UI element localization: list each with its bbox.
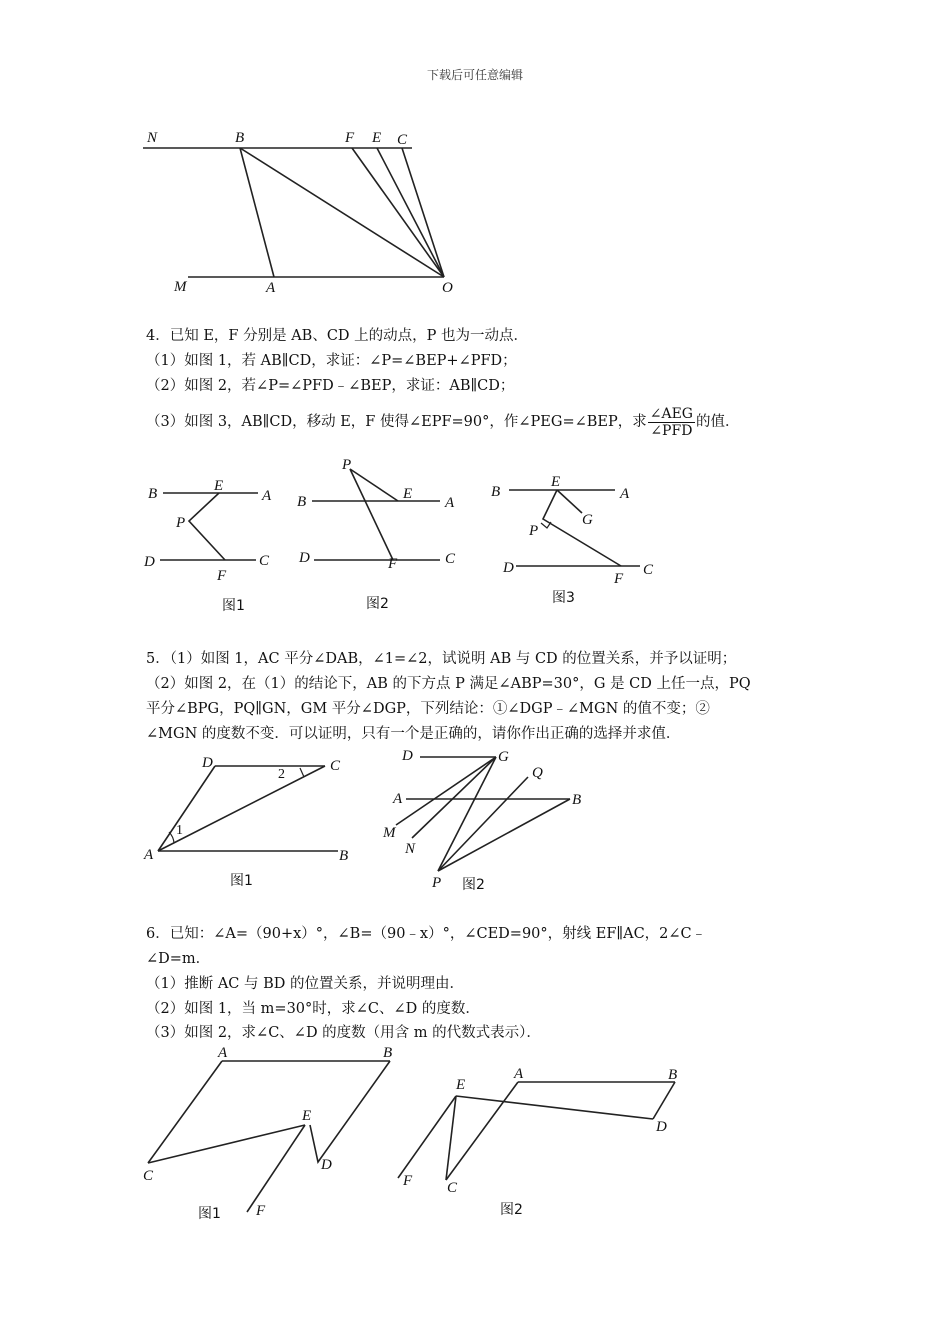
label-e: E [372,130,382,146]
q5f1-label-b: B [339,848,349,864]
q5f2-label-b: B [572,792,582,808]
q4f3-label-g: G [582,512,593,528]
q4f3-caption: 图3 [552,590,575,606]
q4-line-2: （2）如图 2，若∠P=∠PFD﹣∠BEP，求证：AB∥CD； [146,378,515,394]
label-m: M [174,279,187,295]
q4f2-label-p: P [342,457,352,473]
q5f2-label-q: Q [532,765,543,781]
q5f2-caption: 图2 [462,877,485,893]
q5f2-label-d: D [402,748,413,764]
q6f1-label-a: A [218,1045,228,1061]
figure-lines-to-o [0,120,950,300]
q4f1-label-p: P [176,515,186,531]
label-o: O [442,280,453,296]
label-b: B [235,130,245,146]
q5f1-label-c: C [330,758,341,774]
q6-line-0: 6．已知：∠A=（90+x）°，∠B=（90﹣x）°，∠CED=90°，射线 EF∥AC，2∠C﹣ [146,926,707,942]
q4f3-label-c: C [643,562,654,578]
q5f2-label-n: N [405,841,416,857]
q4-fraction-denominator: ∠PFD [650,422,693,439]
q4f2-label-e: E [403,486,413,502]
page-header: 下载后可任意编辑 [426,68,523,82]
q5-line-0: 5．（1）如图 1，AC 平分∠DAB，∠1=∠2，试说明 AB 与 CD 的位置关系，并予以证明； [146,651,737,667]
q6f2-caption: 图2 [500,1202,523,1218]
q6f2-label-c: C [447,1180,458,1196]
q5f2-label-a: A [393,791,403,807]
q5f2-label-m: M [383,825,396,841]
q5-line-1: （2）如图 2，在（1）的结论下，AB 的下方点 P 满足∠ABP=30°，G 是 CD 上任一点，PQ [146,676,751,692]
q6f1-label-b: B [383,1045,393,1061]
q6f2-label-a: A [514,1066,524,1082]
q4f1-label-e: E [214,478,224,494]
q6-line-4: （3）如图 2，求∠C、∠D 的度数（用含 m 的代数式表示）． [146,1025,541,1041]
q4f1-label-a: A [262,488,272,504]
q4-figures [0,450,950,620]
q5f1-angle-1: 1 [176,823,183,838]
q4f2-label-f: F [388,556,398,572]
q6-line-1: ∠D=m． [146,951,211,967]
q4f1-label-f: F [217,568,227,584]
label-a: A [266,280,276,296]
label-f: F [345,130,355,146]
label-n: N [147,130,158,146]
q6f1-label-f: F [256,1203,266,1219]
q6f1-label-d: D [321,1157,332,1173]
q4-fraction-numerator: ∠AEG [649,405,693,422]
q4-line-3-end: 的值． [696,414,740,430]
q4-fraction [648,406,695,439]
q5f1-angle-2: 2 [278,767,285,782]
q5f2-label-g: G [498,749,509,765]
q6f2-label-f: F [403,1173,413,1189]
q5f1-caption: 图1 [230,873,253,889]
q4f2-label-c: C [445,551,456,567]
q6-line-3: （2）如图 1，当 m=30°时，求∠C、∠D 的度数． [146,1001,480,1017]
q4f1-label-c: C [259,553,270,569]
q4f2-caption: 图2 [366,596,389,612]
q4f1-label-d: D [144,554,155,570]
q5f1-label-a: A [144,847,154,863]
q4f3-label-d: D [503,560,514,576]
q4f2-label-b: B [297,494,307,510]
q4f2-label-d: D [299,550,310,566]
label-c: C [397,132,408,148]
q6f2-label-e: E [456,1077,466,1093]
q4-line-1: （1）如图 1，若 AB∥CD，求证：∠P=∠BEP+∠PFD； [146,353,517,369]
q6-figures [0,1042,950,1222]
q4f3-label-e: E [551,474,561,490]
q5-line-3: ∠MGN 的度数不变．可以证明，只有一个是正确的，请你作出正确的选择并求值． [146,726,681,742]
q5-line-2: 平分∠BPG，PQ∥GN，GM 平分∠DGP，下列结论：①∠DGP﹣∠MGN 的值不变；② [146,701,710,717]
q4f1-label-b: B [148,486,158,502]
q4-line-3-start: （3）如图 3，AB∥CD，移动 E，F 使得∠EPF=90°，作∠PEG=∠BEP，求 [146,414,647,430]
q6f1-label-c: C [143,1168,154,1184]
q4f3-label-f: F [614,571,624,587]
q6f1-label-e: E [302,1108,312,1124]
q6f2-label-b: B [668,1067,678,1083]
q4f3-label-a: A [620,486,630,502]
q4f1-caption: 图1 [222,598,245,614]
q5f2-label-p: P [432,875,442,891]
q5f1-label-d: D [202,755,213,771]
q6f1-caption: 图1 [198,1206,221,1222]
q6f2-label-d: D [656,1119,667,1135]
q5-figures [0,745,950,895]
q4-line-3 [146,400,740,444]
q4-line-0: 4．已知 E，F 分别是 AB、CD 上的动点，P 也为一动点． [146,328,529,344]
q4f3-label-b: B [491,484,501,500]
q6-line-2: （1）推断 AC 与 BD 的位置关系，并说明理由． [146,976,465,992]
q4f2-label-a: A [445,495,455,511]
q4f3-label-p: P [529,523,539,539]
